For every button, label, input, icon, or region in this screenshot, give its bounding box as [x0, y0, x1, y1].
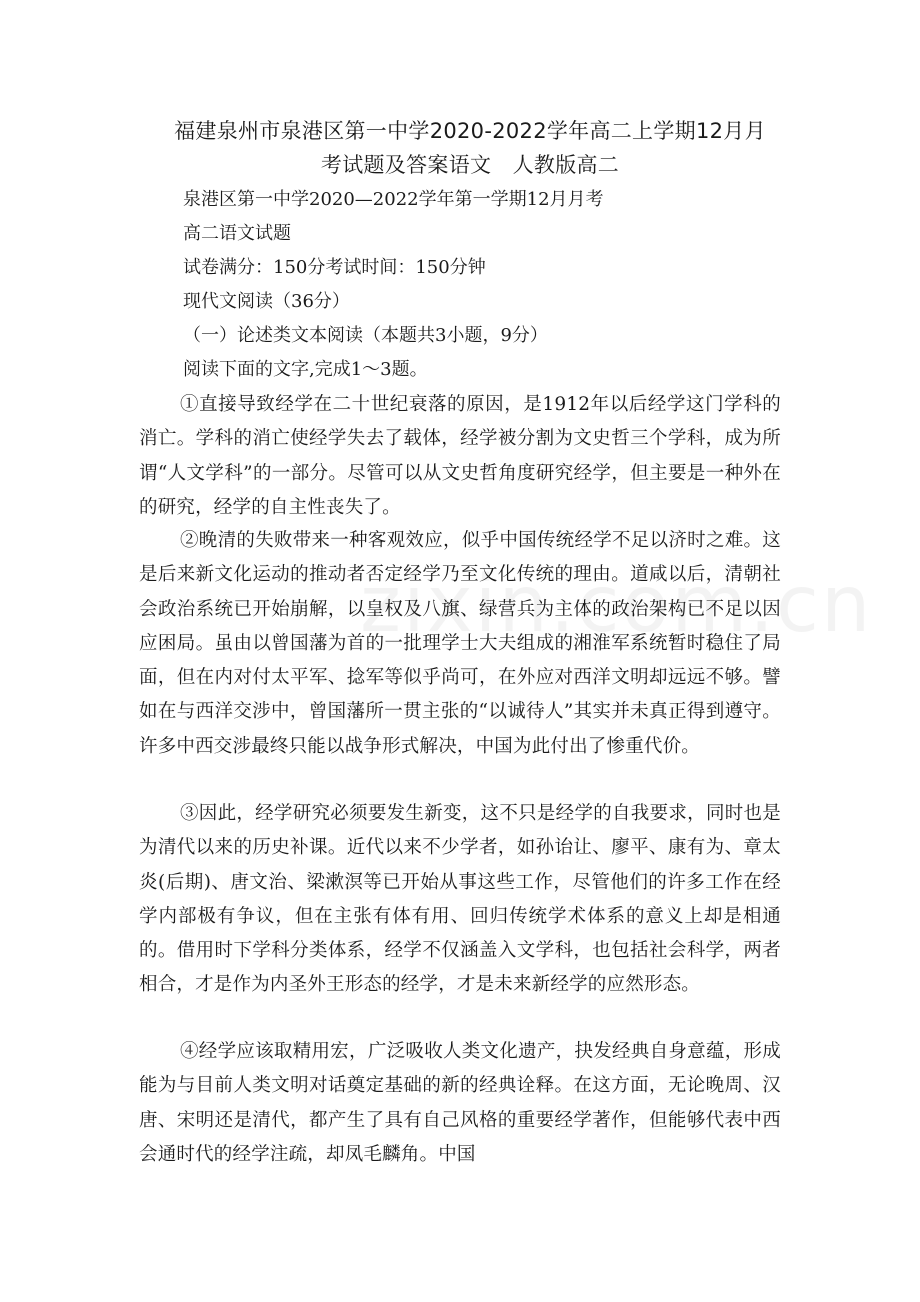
score-time-line: 试卷满分：150分考试时间：150分钟: [183, 257, 486, 278]
document-title: [150, 114, 790, 182]
paragraph-1: ①直接导致经学在二十世纪衰落的原因，是1912年以后经学这门学科的消亡。学科的消亡使经学失去了载体，经学被分割为文史哲三个学科，成为所谓“人文学科”的一部分。尽管可以从文史哲角度研究经学，但主要是一种外在的研究，经学的自主性丧失了。: [139, 394, 781, 518]
subsection-heading: （一）论述类文本阅读（本题共3小题，9分）: [183, 325, 548, 346]
watermark: [360, 560, 872, 650]
title-line-1: 福建泉州市泉港区第一中学2020-2022学年高二上学期12月月: [174, 119, 766, 143]
paragraph-4: ④经学应该取精用宏，广泛吸收人类文化遗产，抉发经典自身意蕴，形成能为与目前人类文明对话奠定基础的新的经典诠释。在这方面，无论晚周、汉唐、宋明还是清代，都产生了具有自己风格的重要经学著作，但能够代表中西会通时代的经学注疏，却凤毛麟角。中国: [139, 1041, 781, 1165]
reading-instruction: 阅读下面的文字,完成1～3题。: [183, 359, 428, 380]
subject-line: 高二语文试题: [183, 223, 291, 244]
exam-header: 泉港区第一中学2020—2022学年第一学期12月月考: [183, 189, 604, 210]
paragraph-3: ③因此，经学研究必须要发生新变，这不只是经学的自我要求，同时也是为清代以来的历史补课。近代以来不少学者，如孙诒让、廖平、康有为、章太炎(后期)、唐文治、梁漱溟等已开始从事这些工作，尽管他们的许多工作在经学内部极有争议，但在主张有体有用、回归传统学术体系的意义上却是相通的。借用时下学科分类体系，经学不仅涵盖入文学科，也包括社会科学，两者相合，才是作为内圣外王形态的经学，才是未来新经学的应然形态。: [139, 803, 781, 996]
paragraph-2: ②晚清的失败带来一种客观效应，似乎中国传统经学不足以济时之难。这是后来新文化运动的推动者否定经学乃至文化传统的理由。道咸以后，清朝社会政治系统已开始崩解，以皇权及八旗、绿营兵为主体的政治架构已不足以因应困局。虽由以曾国藩为首的一批理学士大夫组成的湘淮军系统暂时稳住了局面，但在内对付太平军、捻军等似乎尚可，在外应对西洋文明却远远不够。譬如在与西洋交涉中，曾国藩所一贯主张的“以诚待人”其实并未真正得到遵守。许多中西交涉最终只能以战争形式解决，中国为此付出了惨重代价。: [139, 530, 781, 757]
title-line-2: 考试题及答案语文 人教版高二: [320, 153, 620, 177]
section-heading: 现代文阅读（36分）: [183, 291, 350, 312]
